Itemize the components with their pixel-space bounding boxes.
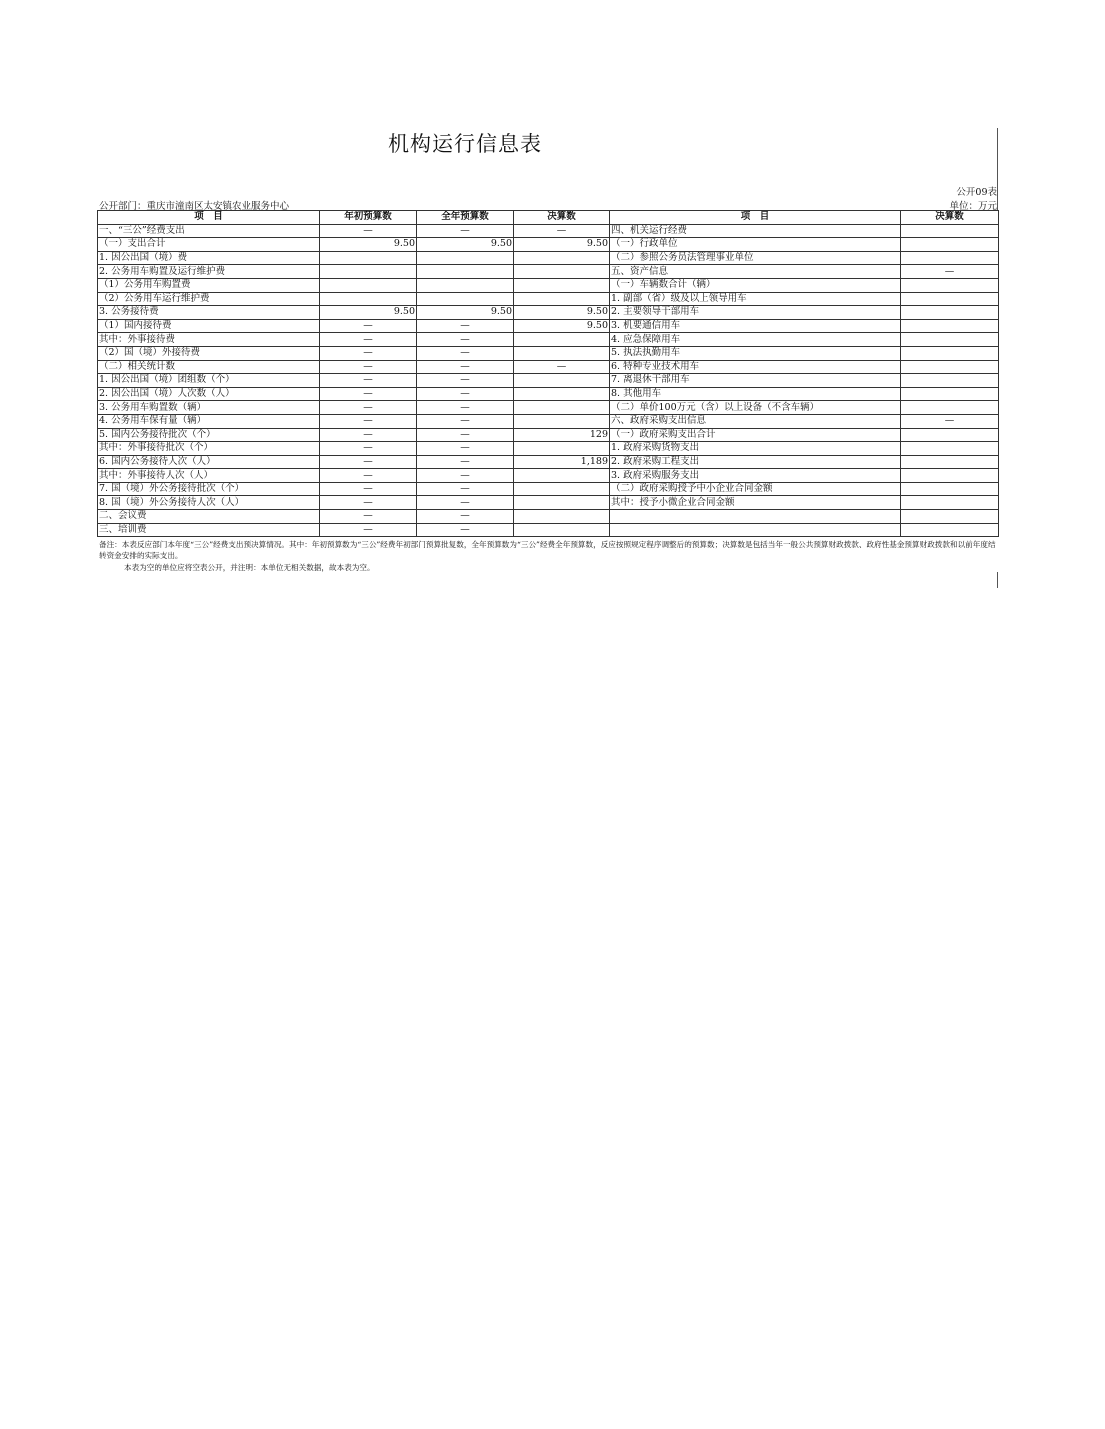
row-final-right	[901, 442, 999, 456]
row-budget-initial: —	[320, 442, 417, 456]
row-item-left: 其中：外事接待人次（人）	[98, 469, 320, 483]
row-budget-initial	[320, 265, 417, 279]
row-final-left: —	[514, 360, 610, 374]
row-budget-initial	[320, 292, 417, 306]
row-budget-initial: —	[320, 374, 417, 388]
row-item-right: 6. 特种专业技术用车	[610, 360, 901, 374]
row-item-right: 1. 政府采购货物支出	[610, 442, 901, 456]
row-final-left	[514, 510, 610, 524]
row-item-left: （二）相关统计数	[98, 360, 320, 374]
header-final-right: 决算数	[901, 211, 999, 225]
row-budget-full: —	[417, 319, 514, 333]
row-item-right	[610, 523, 901, 537]
row-item-right: 8. 其他用车	[610, 387, 901, 401]
row-budget-initial: —	[320, 496, 417, 510]
row-budget-full: —	[417, 428, 514, 442]
row-item-left: 8. 国（境）外公务接待人次（人）	[98, 496, 320, 510]
page-title: 机构运行信息表	[388, 132, 542, 156]
row-item-right: 3. 政府采购服务支出	[610, 469, 901, 483]
row-budget-initial	[320, 251, 417, 265]
page-edge-divider	[997, 128, 998, 210]
row-budget-initial: —	[320, 224, 417, 238]
row-budget-full: —	[417, 442, 514, 456]
header-budget-full: 全年预算数	[417, 211, 514, 225]
row-final-left: 1,189	[514, 455, 610, 469]
row-item-left: 4. 公务用车保有量（辆）	[98, 414, 320, 428]
row-budget-initial: —	[320, 469, 417, 483]
row-final-left: 129	[514, 428, 610, 442]
row-final-left	[514, 496, 610, 510]
row-item-right: 1. 副部（省）级及以上领导用车	[610, 292, 901, 306]
row-budget-initial: —	[320, 401, 417, 415]
row-item-left: （一）支出合计	[98, 238, 320, 252]
row-final-right	[901, 482, 999, 496]
header-final-left: 决算数	[514, 211, 610, 225]
row-budget-full: —	[417, 360, 514, 374]
footnote-empty-table: 本表为空的单位应将空表公开，并注明：本单位无相关数据，故本表为空。	[124, 563, 375, 572]
row-budget-initial	[320, 278, 417, 292]
row-item-left: 5. 国内公务接待批次（个）	[98, 428, 320, 442]
row-final-left	[514, 278, 610, 292]
table-row	[98, 333, 999, 347]
row-final-right	[901, 238, 999, 252]
row-final-right	[901, 306, 999, 320]
row-item-right: 六、政府采购支出信息	[610, 414, 901, 428]
row-budget-full: 9.50	[417, 238, 514, 252]
row-item-left: （2）公务用车运行维护费	[98, 292, 320, 306]
row-budget-initial: —	[320, 346, 417, 360]
row-item-left: 2. 因公出国（境）人次数（人）	[98, 387, 320, 401]
row-final-right	[901, 374, 999, 388]
row-final-left: 9.50	[514, 238, 610, 252]
header-budget-initial: 年初预算数	[320, 211, 417, 225]
row-item-right: 五、资产信息	[610, 265, 901, 279]
table-row	[98, 510, 999, 524]
row-budget-initial: —	[320, 387, 417, 401]
row-budget-initial: 9.50	[320, 306, 417, 320]
row-final-left	[514, 387, 610, 401]
row-item-right: 2. 政府采购工程支出	[610, 455, 901, 469]
table-row	[98, 455, 999, 469]
row-final-left	[514, 482, 610, 496]
row-final-left	[514, 469, 610, 483]
row-budget-full: —	[417, 523, 514, 537]
row-item-left: 1. 因公出国（境）团组数（个）	[98, 374, 320, 388]
row-item-right: （一）行政单位	[610, 238, 901, 252]
page-edge-divider	[997, 572, 998, 588]
row-budget-full: —	[417, 469, 514, 483]
table-row	[98, 319, 999, 333]
row-final-left	[514, 292, 610, 306]
row-item-right: 四、机关运行经费	[610, 224, 901, 238]
row-final-right	[901, 496, 999, 510]
header-item-right: 项 目	[610, 211, 901, 225]
row-item-right: 3. 机要通信用车	[610, 319, 901, 333]
row-final-left	[514, 265, 610, 279]
row-budget-initial: —	[320, 333, 417, 347]
row-item-left: 3. 公务接待费	[98, 306, 320, 320]
row-budget-initial: 9.50	[320, 238, 417, 252]
row-budget-full: —	[417, 510, 514, 524]
table-row	[98, 278, 999, 292]
table-row	[98, 346, 999, 360]
row-item-left: 2. 公务用车购置及运行维护费	[98, 265, 320, 279]
table-row	[98, 265, 999, 279]
row-item-left: （2）国（境）外接待费	[98, 346, 320, 360]
footnote: 备注：本表反应部门本年度“三公”经费支出预决算情况。其中：年初预算数为“三公”经费年初部门预算批复数，全年预算数为“三公”经费全年预算数，反应按照规定程序调整后的预算数；决算数是包括当年一般公共预算财政拨款、政府性基金预算财政拨款和以前年度结转资金安排的实际支出。	[99, 540, 996, 560]
row-budget-full: —	[417, 374, 514, 388]
row-item-right: （二）单价100万元（含）以上设备（不含车辆）	[610, 401, 901, 415]
row-budget-initial: —	[320, 414, 417, 428]
row-final-left	[514, 523, 610, 537]
table-row	[98, 251, 999, 265]
row-budget-full: —	[417, 496, 514, 510]
row-final-right	[901, 455, 999, 469]
row-final-right	[901, 401, 999, 415]
row-final-left	[514, 442, 610, 456]
table-row	[98, 401, 999, 415]
row-final-right	[901, 523, 999, 537]
row-final-right	[901, 469, 999, 483]
row-final-right: —	[901, 265, 999, 279]
table-row	[98, 482, 999, 496]
table-row	[98, 238, 999, 252]
row-item-left: 1. 因公出国（境）费	[98, 251, 320, 265]
row-budget-initial: —	[320, 319, 417, 333]
department-label: 公开部门：重庆市潼南区太安镇农业服务中心	[99, 201, 290, 212]
row-final-right	[901, 278, 999, 292]
row-budget-full: —	[417, 414, 514, 428]
row-budget-full: —	[417, 455, 514, 469]
table-header-row	[98, 211, 999, 225]
row-budget-initial: —	[320, 360, 417, 374]
row-final-right	[901, 510, 999, 524]
row-final-left	[514, 346, 610, 360]
row-final-right	[901, 319, 999, 333]
row-item-left: （1）公务用车购置费	[98, 278, 320, 292]
row-item-left: 6. 国内公务接待人次（人）	[98, 455, 320, 469]
info-table	[97, 210, 999, 537]
row-item-right: （二）政府采购授予中小企业合同金额	[610, 482, 901, 496]
row-final-left	[514, 401, 610, 415]
row-item-left: 一、“三公”经费支出	[98, 224, 320, 238]
row-final-right	[901, 224, 999, 238]
row-final-left	[514, 251, 610, 265]
row-final-left: 9.50	[514, 306, 610, 320]
unit-label: 单位：万元	[949, 201, 997, 212]
row-item-left: 3. 公务用车购置数（辆）	[98, 401, 320, 415]
row-budget-full: —	[417, 333, 514, 347]
row-final-right	[901, 428, 999, 442]
row-final-left: —	[514, 224, 610, 238]
row-budget-full: —	[417, 401, 514, 415]
row-final-left	[514, 414, 610, 428]
row-final-right	[901, 251, 999, 265]
row-final-left	[514, 374, 610, 388]
row-item-left: 其中：外事接待批次（个）	[98, 442, 320, 456]
table-row	[98, 306, 999, 320]
row-final-left	[514, 333, 610, 347]
row-budget-full	[417, 292, 514, 306]
row-item-left: （1）国内接待费	[98, 319, 320, 333]
row-item-left: 其中：外事接待费	[98, 333, 320, 347]
table-row	[98, 374, 999, 388]
row-item-right: （一）车辆数合计（辆）	[610, 278, 901, 292]
row-item-left: 7. 国（境）外公务接待批次（个）	[98, 482, 320, 496]
table-row	[98, 442, 999, 456]
table-row	[98, 523, 999, 537]
row-item-right: （一）政府采购支出合计	[610, 428, 901, 442]
row-final-right	[901, 292, 999, 306]
form-number: 公开09表	[956, 187, 997, 198]
row-final-left: 9.50	[514, 319, 610, 333]
table-row	[98, 387, 999, 401]
row-budget-full: —	[417, 224, 514, 238]
row-budget-initial: —	[320, 428, 417, 442]
table-row	[98, 428, 999, 442]
row-budget-full	[417, 278, 514, 292]
row-final-right	[901, 360, 999, 374]
row-budget-full: —	[417, 346, 514, 360]
row-budget-full: —	[417, 387, 514, 401]
row-item-right: （二）参照公务员法管理事业单位	[610, 251, 901, 265]
row-budget-full: —	[417, 482, 514, 496]
row-item-right	[610, 510, 901, 524]
row-final-right	[901, 387, 999, 401]
row-item-left: 三、培训费	[98, 523, 320, 537]
table-row	[98, 224, 999, 238]
row-item-right: 其中：授予小微企业合同金额	[610, 496, 901, 510]
row-budget-initial: —	[320, 510, 417, 524]
row-item-right: 5. 执法执勤用车	[610, 346, 901, 360]
row-item-left: 二、会议费	[98, 510, 320, 524]
row-budget-initial: —	[320, 523, 417, 537]
table-row	[98, 469, 999, 483]
row-budget-full: 9.50	[417, 306, 514, 320]
row-item-right: 7. 离退休干部用车	[610, 374, 901, 388]
row-item-right: 2. 主要领导干部用车	[610, 306, 901, 320]
row-item-right: 4. 应急保障用车	[610, 333, 901, 347]
header-item-left: 项 目	[98, 211, 320, 225]
row-budget-initial: —	[320, 455, 417, 469]
row-budget-initial: —	[320, 482, 417, 496]
row-final-right: —	[901, 414, 999, 428]
row-budget-full	[417, 265, 514, 279]
row-final-right	[901, 333, 999, 347]
table-row	[98, 360, 999, 374]
row-budget-full	[417, 251, 514, 265]
table-row	[98, 292, 999, 306]
table-row	[98, 496, 999, 510]
row-final-right	[901, 346, 999, 360]
table-row	[98, 414, 999, 428]
